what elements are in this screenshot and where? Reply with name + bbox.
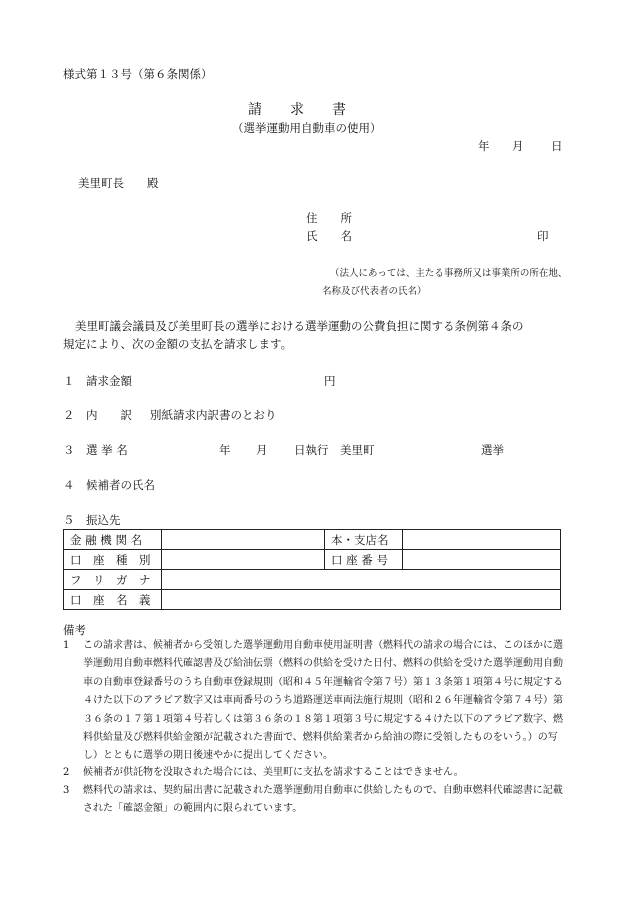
furigana-field[interactable] [162, 570, 561, 590]
body-text-line2: 規定により、次の金額の支払を請求します。 [63, 337, 293, 351]
corporate-note-line1: （法人にあっては、主たる事務所又は事業所の所在地、 [330, 268, 568, 279]
bank-transfer-table [63, 529, 561, 610]
table-row [64, 590, 561, 610]
address-label: 住 所 [306, 211, 352, 225]
amount-label: １ 請求金額 [63, 374, 132, 388]
document-subtitle: （選挙運動用自動車の使用） [232, 121, 382, 135]
remark-text: 燃料代の請求は、契約届出書に記載された選挙運動用自動車に供給したもので、自動車燃料代確認書に記載された「確認金額」の範囲内に限られています。 [83, 785, 563, 815]
account-holder-label: 口 座 名 義 [64, 590, 162, 610]
election-exec-date: 日執行 美里町 [294, 443, 375, 457]
form-label: 様式第１３号（第６条関係） [63, 67, 213, 81]
seal-mark: 印 [537, 229, 549, 243]
remark-number: 3 [63, 785, 70, 796]
account-number-field[interactable] [403, 550, 561, 570]
remark-number: 1 [63, 640, 70, 651]
candidate-label: ４ 候補者の氏名 [63, 478, 155, 492]
date-day: 日 [551, 139, 563, 153]
remark-note-1 [63, 637, 563, 766]
furigana-label: フ リ ガ ナ [64, 570, 162, 590]
bank-name-label: 金 融 機 関 名 [64, 530, 162, 550]
transfer-label: ５ 振込先 [63, 513, 121, 527]
remark-text: この請求書は、候補者から受領した選挙運動用自動車使用証明書（燃料代の請求の場合には、このほかに選挙運動用自動車燃料代確認書及び給油伝票（燃料の供給を受けた日付、燃料の供給を受けた選挙運動用自動車の自動車登録番号のうち自動車登録規則（昭和４５年運輸省令第７号）第１３条第１項第４号に規定する４けた以下のアラビア数字又は車両番号のうち道路運送車両法施行規則（昭和２６年運輸省令第７４号）第３６条の１７第１項第４号若しくは第３６条の１８第１項第３号に規定する４けた以下のアラビア数字、燃料供給量及び燃料供給金額が記載された書面で、燃料供給業者から給油の際に受領したものをいう。）の写し）とともに選挙の期日後速やかに提出してください。 [83, 640, 563, 762]
account-type-label: 口 座 種 別 [64, 550, 162, 570]
corporate-note-line2: 名称及び代表者の氏名） [322, 286, 427, 297]
election-suffix: 選挙 [481, 443, 504, 457]
remark-note-2 [63, 764, 563, 782]
account-number-label: 口 座 番 号 [325, 550, 403, 570]
name-label: 氏 名 [306, 229, 352, 243]
remarks-heading: 備考 [63, 623, 86, 637]
breakdown-label: ２ 内 訳 [63, 408, 132, 422]
breakdown-value: 別紙請求内訳書のとおり [150, 408, 277, 422]
election-label: ３ 選 挙 名 [63, 443, 128, 457]
branch-field[interactable] [403, 530, 561, 550]
body-text-line1: 美里町議会議員及び美里町長の選挙における選挙運動の公費負担に関する条例第４条の [75, 319, 524, 333]
bank-name-field[interactable] [162, 530, 325, 550]
date-month: 月 [512, 139, 524, 153]
remark-text: 候補者が供託物を没取された場合には、美里町に支払を請求することはできません。 [83, 767, 464, 778]
document-title: 請 求 書 [248, 102, 346, 118]
remark-number: 2 [63, 767, 70, 778]
branch-label: 本・支店名 [325, 530, 403, 550]
table-row [64, 550, 561, 570]
addressee: 美里町長 殿 [78, 176, 159, 190]
table-row [64, 530, 561, 550]
election-month: 月 [256, 443, 268, 457]
account-holder-field[interactable] [162, 590, 561, 610]
amount-unit: 円 [324, 374, 336, 388]
remark-note-3 [63, 782, 563, 819]
account-type-field[interactable] [162, 550, 325, 570]
date-year: 年 [478, 139, 490, 153]
election-year: 年 [219, 443, 231, 457]
table-row [64, 570, 561, 590]
